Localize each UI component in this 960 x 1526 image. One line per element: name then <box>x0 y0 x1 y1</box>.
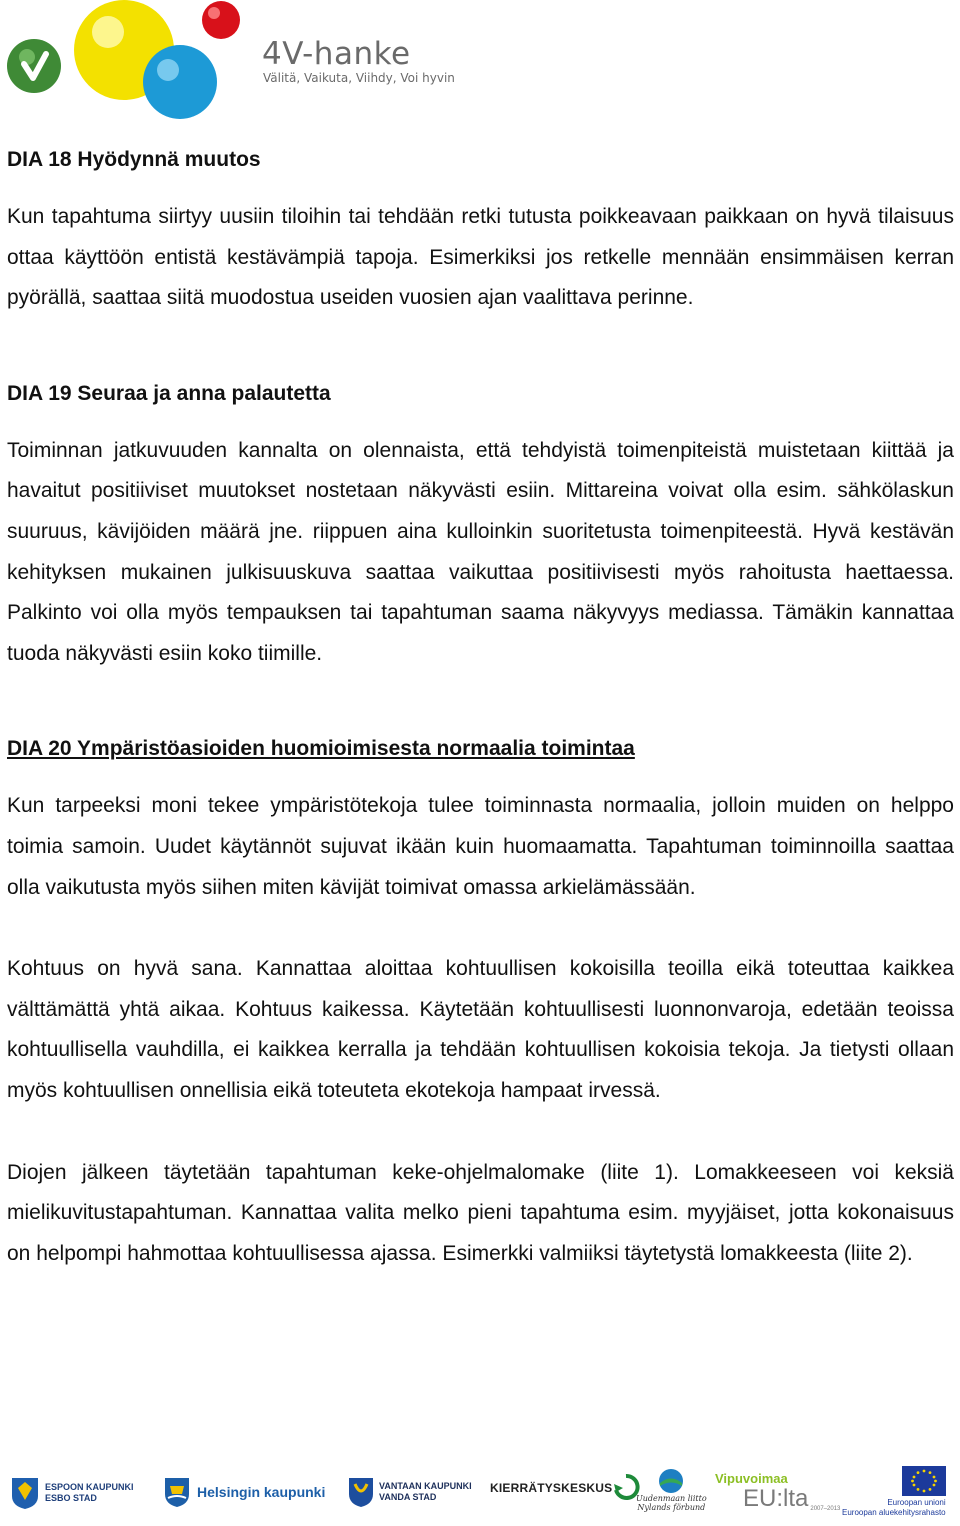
vantaa-name-fi: VANTAAN KAUPUNKI <box>379 1481 472 1491</box>
logo-title: 4V-hanke <box>262 36 411 72</box>
uudenmaan-name-fi: Uudenmaan liitto <box>636 1494 707 1503</box>
vipuvoimaa-years: 2007–2013 <box>810 1506 841 1512</box>
paragraph: Diojen jälkeen täytetään tapahtuman keke-ohjelmalomake (liite 1). Lomakkeeseen voi keksiä mielikuvitustapahtuman. Kannattaa valita melko pieni tapahtuma esim. myyjäiset, jotta kokonaisuus on helpompi hahmottaa kohtuullisessa ajassa. Esimerkki valmiiksi täytetystä lomakkeesta (liite 2). <box>7 1160 954 1265</box>
vipuvoimaa-line2: EU:lta <box>743 1485 809 1512</box>
uudenmaan-name-sv: Nylands förbund <box>637 1503 706 1512</box>
vipuvoimaa-eulta-logo <box>715 1472 840 1512</box>
espoo-name-fi: ESPOON KAUPUNKI <box>45 1482 134 1492</box>
eu-logo <box>842 1466 946 1518</box>
helsinki-name: Helsingin kaupunki <box>197 1484 326 1500</box>
paragraph: Kun tapahtuma siirtyy uusiin tiloihin tai tehdään retki tutusta poikkeavaan paikkaan on hyvä tilaisuus ottaa käyttöön entistä kestävämpiä tapoja. Esimerkiksi jos retkelle mennään ensimmäisen kerran pyörällä, saattaa siitä muodostua useiden vuosien ajan vaalittava perinne. <box>7 205 954 310</box>
4v-hanke-logo <box>0 0 480 130</box>
uudenmaan-liitto-icon <box>656 1468 686 1494</box>
espoo-name-sv: ESBO STAD <box>45 1493 97 1503</box>
kierratyskeskus-logo <box>490 1472 640 1504</box>
logo-tagline: Välitä, Vaikuta, Viihdy, Voi hyvin <box>263 71 455 85</box>
vipuvoimaa-line1: Vipuvoimaa <box>715 1471 788 1486</box>
helsinki-logo <box>163 1476 325 1508</box>
helsinki-crest-icon <box>163 1476 191 1508</box>
eu-name: Euroopan unioni <box>887 1498 946 1507</box>
paragraph: Kun tarpeeksi moni tekee ympäristötekoja tulee toiminnasta normaalia, jolloin muiden on helppo toimia samoin. Uudet käytännöt sujuvat ikään kuin huomaamatta. Tapahtuman toiminnoilla saattaa olla vaikutusta myös siihen miten kävijät toimivat omassa arkielämässään. <box>7 794 954 899</box>
section-heading-dia-20: DIA 20 Ympäristöasioiden huomioimisesta normaalia toimintaa <box>7 737 635 761</box>
vantaa-name-sv: VANDA STAD <box>379 1492 437 1502</box>
section-heading-dia-18: DIA 18 Hyödynnä muutos <box>7 148 261 171</box>
espoo-logo <box>10 1476 134 1510</box>
partner-logos <box>0 1462 960 1526</box>
espoo-crest-icon <box>10 1476 40 1510</box>
eu-fund-name: Euroopan aluekehitysrahasto <box>842 1508 946 1517</box>
kierratyskeskus-name: KIERRÄTYSKESKUS <box>490 1481 613 1495</box>
colored-balls-icon <box>0 0 260 130</box>
eu-flag-icon <box>902 1466 946 1496</box>
document-body <box>7 145 954 1274</box>
vantaa-logo <box>347 1476 472 1508</box>
paragraph: Toiminnan jatkuvuuden kannalta on olennaista, että tehdyistä toimenpiteistä muistetaan kiittää ja havaitut positiiviset muutokset nostetaan näkyvästi esiin. Mittareina voivat olla esim. sähkölaskun suuruus, kävijöiden määrä jne. riippuen aina kulloinkin suoritetusta toimenpiteestä. Hyvä kestävän kehityksen mukainen julkisuuskuva saattaa vaikuttaa positiivisesti myös rahoitusta haettaessa. Palkinto voi olla myös tempauksen tai tapahtuman saama näkyvyys mediassa. Tämäkin kannattaa tuoda näkyvästi esiin koko tiimille. <box>7 438 954 665</box>
paragraph: Kohtuus on hyvä sana. Kannattaa aloittaa kohtuullisen kokoisilla teoilla eikä toteuttaa kaikkea välttämättä yhtä aikaa. Kohtuus kaikessa. Käytetään kohtuullisesti luonnonvaroja, edetään teoissa kohtuullisella vauhdilla, ei kaikkea kerralla ja tehdään kohtuullisen kokoisia tekoja. Ja tietysti ollaan myös kohtuullisen onnellisia eikä toteuteta ekotekoja hampaat irvessä. <box>7 957 954 1102</box>
uudenmaan-liitto-logo <box>636 1468 707 1512</box>
vantaa-crest-icon <box>347 1476 375 1508</box>
section-heading-dia-19: DIA 19 Seuraa ja anna palautetta <box>7 381 331 405</box>
